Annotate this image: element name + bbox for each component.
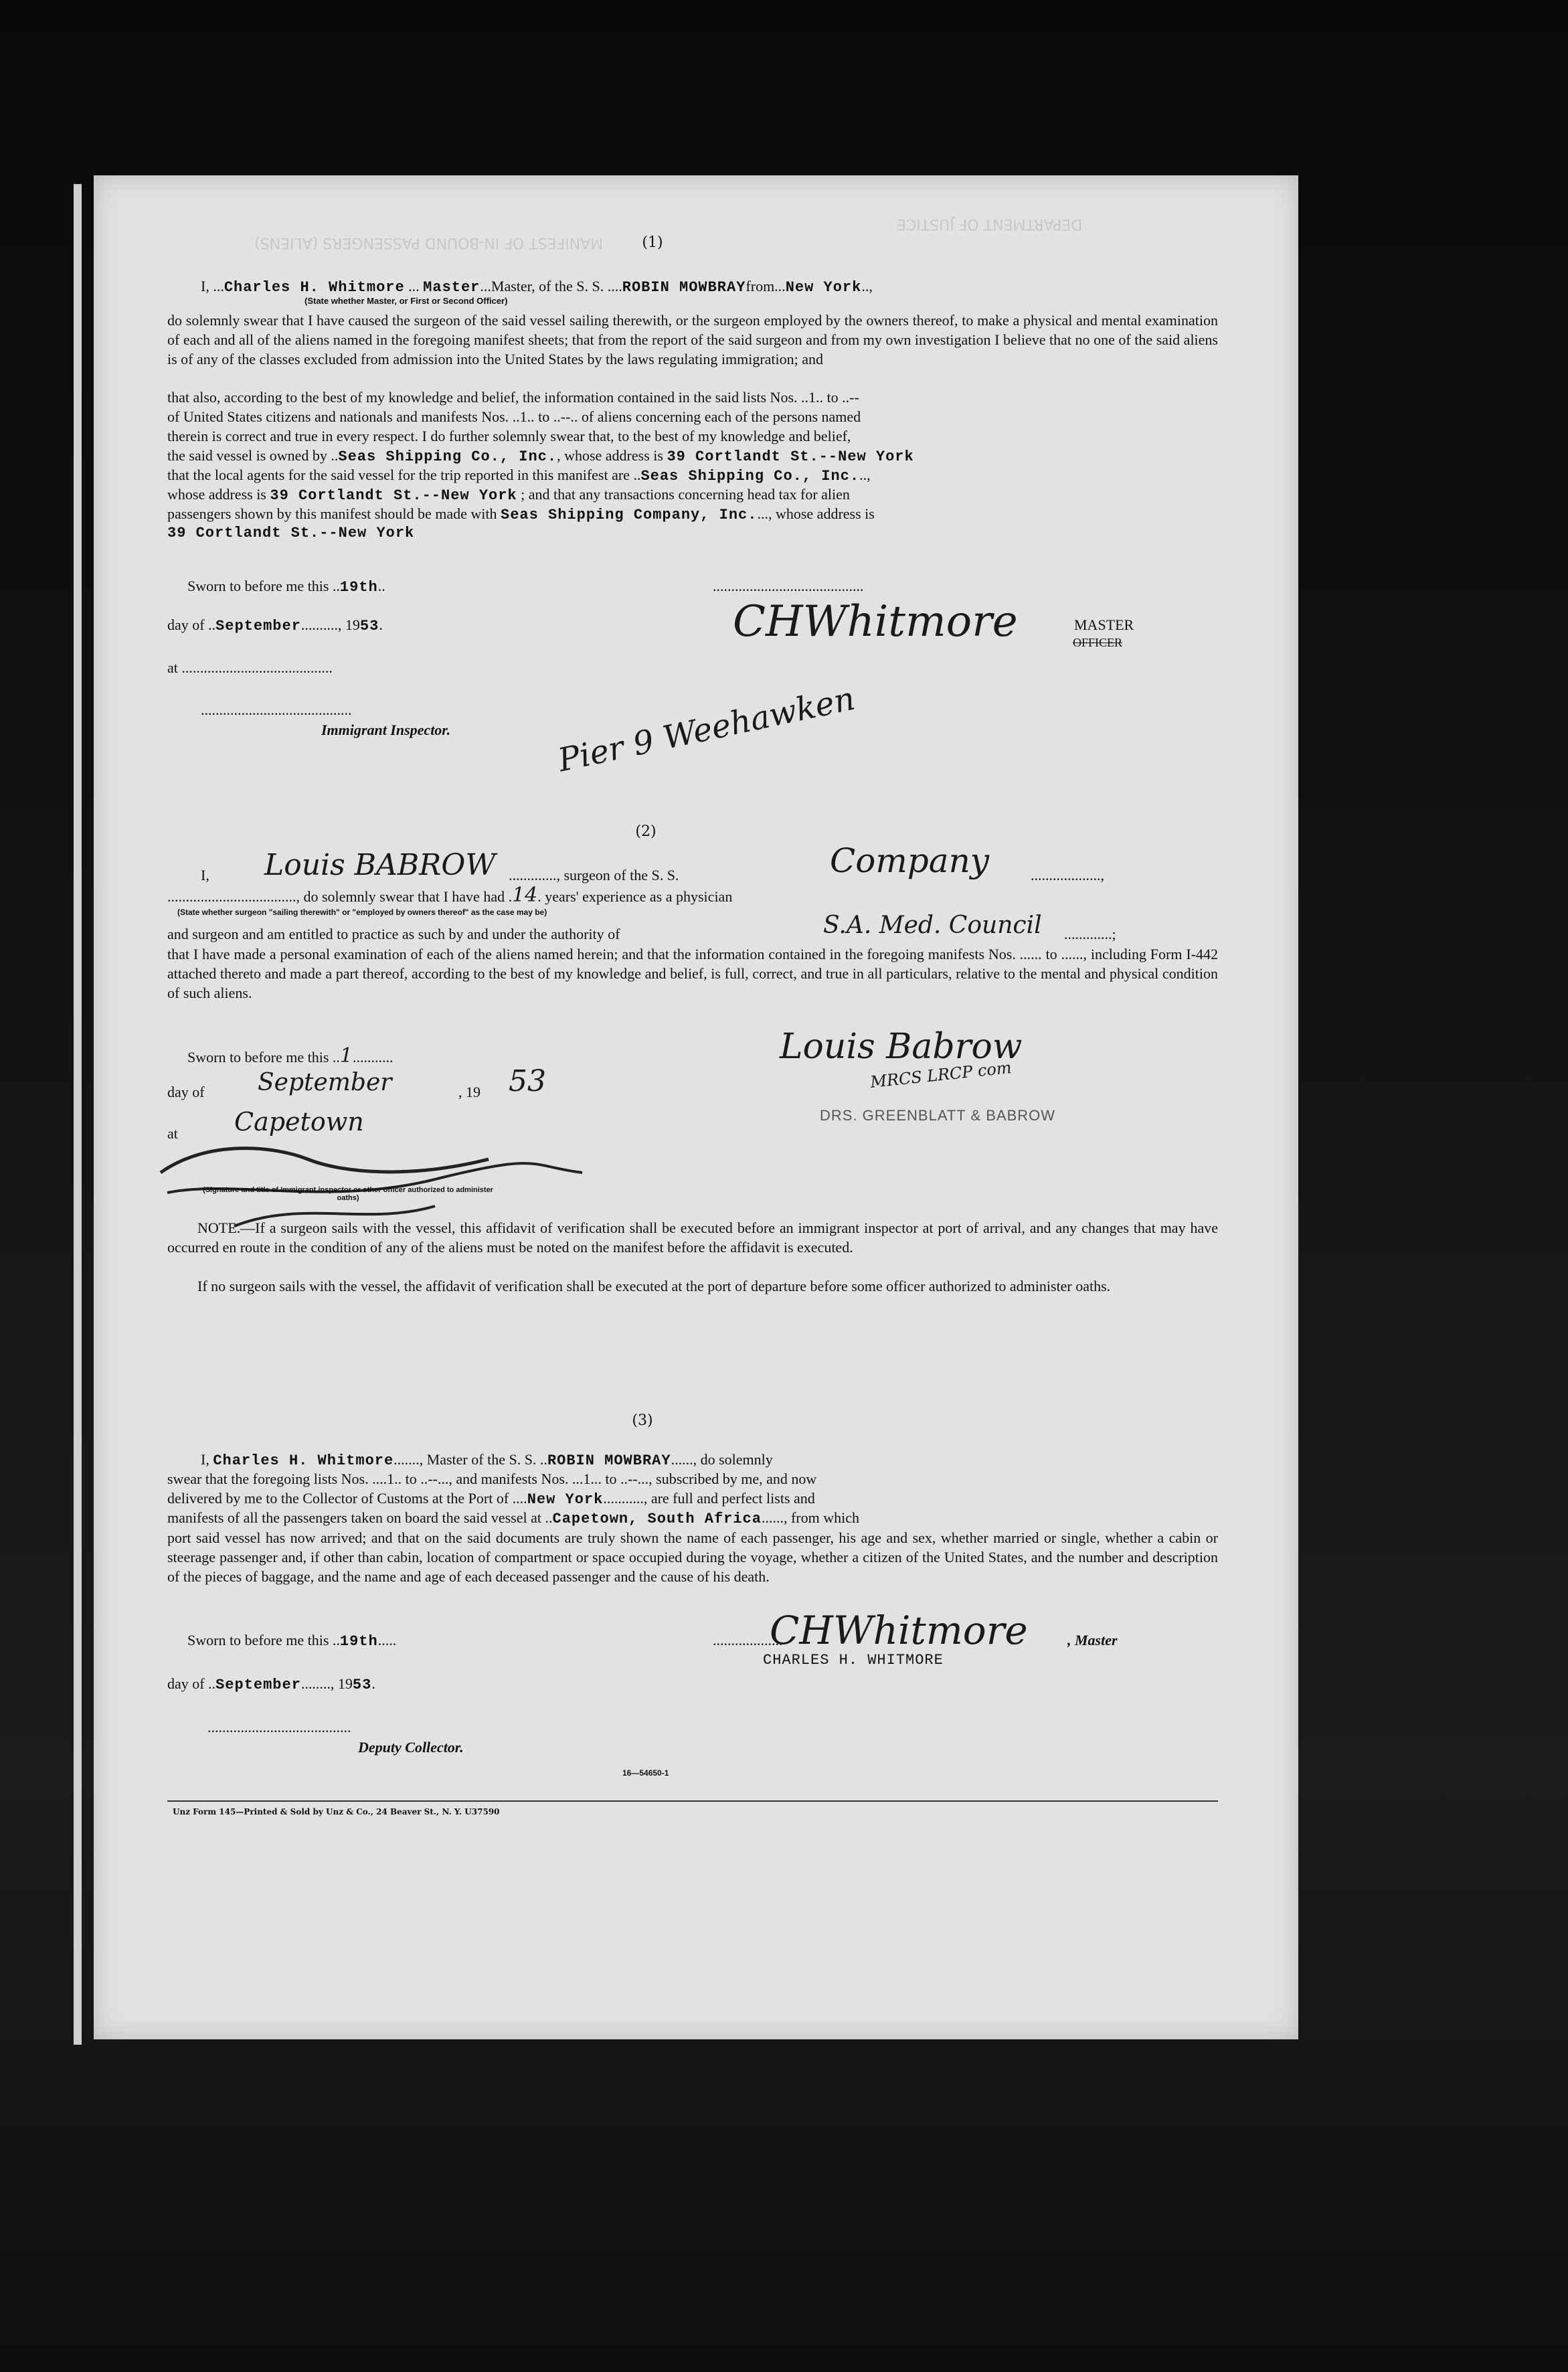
inspector-signature-note: (Signature and title of Immigrant inspector or other officer authorized to administer oaths) [203, 1186, 493, 1202]
state-note: (State whether Master, or First or Second Officer) [304, 296, 508, 306]
note-1: NOTE.—If a surgeon sails with the vessel, this affidavit of verification shall be executed before an immigrant inspector at port of arrival, and any changes that may have occurred en route in the condition of any of the aliens must be noted on the manifest before the affidavit is executed. [167, 1219, 1218, 1256]
bleed-through-text: DEPARTMENT OF JUSTICE [897, 216, 1083, 232]
text: ...Master, of the S. S. .... [480, 278, 622, 294]
therein-line: therein is correct and true in every respect. I do further solemnly swear that, to the best of my knowledge and belief, [167, 428, 851, 444]
years: 14 [512, 883, 538, 907]
text: ........, 19 [300, 1675, 353, 1692]
sworn-year: 53 [509, 1064, 546, 1098]
surgeon-state-note: (State whether surgeon "sailing therewith" or "employed by owners thereof" as the case may be) [177, 908, 547, 917]
owner-line [167, 446, 914, 467]
text: ........... [353, 1049, 394, 1066]
master-signature: CHWhitmore [770, 1608, 1028, 1653]
last-address: 39 Cortlandt St.--New York [167, 525, 415, 541]
owner: Seas Shipping Co., Inc. [338, 448, 557, 465]
inspector-label: Immigrant Inspector. [321, 722, 451, 738]
sworn-year: 53 [352, 1677, 372, 1693]
sworn-month: September [215, 1677, 301, 1693]
master-name: Charles H. Whitmore [213, 1452, 394, 1469]
text: I, [201, 867, 209, 883]
sworn-month: September [258, 1069, 392, 1096]
day-line-3 [167, 1675, 375, 1695]
day-line-2: day of [167, 1084, 205, 1100]
text: ..........., are full and perfect lists and [603, 1490, 815, 1507]
at-value: Capetown [234, 1107, 364, 1136]
section-2-paragraph: that I have made a personal examination of each of the aliens named herein; and that the information contained in the foregoing manifests Nos. ...... to ......, including Form I-442 attached thereto and made a part thereof, according to the best of my knowledge and belief, is full, correct, and true in all particulars, relative to the mental and physical condition of such aliens. [167, 946, 1218, 1001]
inspector-dots: ......................................... [201, 701, 352, 718]
affidavit-page [94, 175, 1298, 2039]
text: .. [377, 578, 385, 594]
text: , whose address is [557, 447, 663, 464]
text: passengers shown by this manifest should be made with [167, 505, 497, 522]
text: ......., Master of the S. S. .. [394, 1451, 547, 1468]
surgeon-name: Louis BABROW [264, 848, 496, 882]
master-name: Charles H. Whitmore [224, 279, 405, 296]
footer-rule [167, 1800, 1218, 1802]
note-2: If no surgeon sails with the vessel, the affidavit of verification shall be executed at the port of departure before some officer authorized to administer oaths. [197, 1278, 1111, 1294]
company: Company [830, 841, 990, 880]
text: that the local agents for the said vessel for the trip reported in this manifest are .. [167, 467, 641, 483]
text: I, [201, 1451, 209, 1468]
text: .........., 19 [300, 616, 360, 633]
sworn-day: 1 [339, 1044, 353, 1068]
master-label: , Master [1067, 1632, 1118, 1648]
surgeon-mid: ............., surgeon of the S. S. [509, 867, 679, 883]
master-rank: Master [423, 279, 481, 296]
text: ... [404, 278, 424, 294]
agents: Seas Shipping Co., Inc. [640, 468, 860, 485]
master-signature: CHWhitmore [733, 597, 1018, 647]
text: day of .. [167, 616, 216, 633]
vessel-name: ROBIN MOWBRAY [622, 279, 746, 296]
at-line-2: at [167, 1125, 178, 1142]
text: ..... [377, 1632, 397, 1648]
section-1-paragraph: do solemnly swear that I have caused the surgeon of the said vessel sailing therewith, or the surgeon employed by the owners thereof, to make a physical and mental examination of each and all of the aliens named in the foregoing manifest sheets; that from the report of the said surgeon and from my own investigation I believe that no one of the said aliens is of any of the classes excluded from admission into the United States by the laws regulating immigration; and [167, 312, 1218, 367]
text: delivered by me to the Collector of Customs at the Port of .... [167, 1490, 527, 1507]
text: I, ... [201, 278, 224, 294]
passengers-with: Seas Shipping Company, Inc. [501, 507, 758, 523]
bleed-through-text: MANIFEST OF IN-BOUND PASSENGERS (ALIENS) [254, 234, 604, 251]
authority: S.A. Med. Council [823, 912, 1042, 939]
section-3-line-2: swear that the foregoing lists Nos. ....1.. to ..--..., and manifests Nos. ...1... to ..--..., subscribed by me, and now [167, 1470, 817, 1487]
text: Sworn to before me this .. [187, 1049, 340, 1066]
signature-dots: ......................................... [713, 578, 864, 594]
lists-line: that also, according to the best of my knowledge and belief, the information contained in the said lists Nos. ..1.. to ..-- [167, 389, 859, 406]
sworn-year-prefix: , 19 [458, 1084, 481, 1100]
day-line-1 [167, 616, 383, 636]
collector-dots: ....................................... [207, 1719, 351, 1735]
text: ; and that any transactions concerning head tax for alien [521, 486, 850, 503]
at-line-1: at ......................................... [167, 659, 333, 676]
company-end: ..................., [1031, 867, 1104, 883]
sworn-day: 19th [339, 579, 378, 596]
collector-label: Deputy Collector. [358, 1739, 464, 1756]
text: ......, do solemnly [671, 1451, 773, 1468]
text: . [371, 1675, 375, 1692]
port: New York [527, 1491, 604, 1508]
text: . years' experience as a physician [537, 888, 733, 905]
section-3-line-1 [201, 1450, 773, 1470]
vessel-name: ROBIN MOWBRAY [547, 1452, 671, 1469]
text: .., [861, 278, 873, 294]
sworn-line-1 [187, 577, 385, 597]
text: . [379, 616, 383, 633]
master-typed-name: CHARLES H. WHITMORE [763, 1652, 944, 1669]
text: manifests of all the passengers taken on board the said vessel at .. [167, 1509, 553, 1526]
text: ..................................., do solemnly swear that I have had . [167, 888, 513, 905]
text: Sworn to before me this .. [187, 1632, 340, 1648]
text: day of .. [167, 1675, 216, 1692]
section-3-line-4 [167, 1509, 859, 1529]
agents-line [167, 466, 871, 486]
sworn-day: 19th [339, 1633, 378, 1650]
text: whose address is [167, 486, 266, 503]
sworn-month: September [215, 618, 301, 634]
text: from... [746, 278, 786, 294]
text: ..., whose address is [757, 505, 875, 522]
section-2-number: (2) [635, 823, 657, 840]
section-1-oath-line [201, 277, 873, 297]
text: ......, from which [761, 1509, 859, 1526]
master-title: MASTER [1074, 616, 1134, 633]
passengers-line [167, 505, 875, 525]
form-code: 16—54650-1 [622, 1768, 669, 1778]
owner-address: 39 Cortlandt St.--New York [667, 448, 914, 465]
section-3-number: (3) [632, 1412, 653, 1429]
agents-address-line [167, 485, 850, 505]
section-1-number: (1) [642, 234, 663, 251]
surgeon-line [201, 866, 209, 885]
manifests-line: of United States citizens and nationals and manifests Nos. ..1.. to ..--.. of aliens concerning each of the persons named [167, 408, 861, 425]
surgeon-credentials: MRCS LRCP com [869, 1058, 1013, 1092]
authority-line [167, 925, 620, 944]
master-dots: ................... [713, 1632, 783, 1648]
authority-end: .............; [1064, 926, 1116, 942]
sworn-experience-line [167, 883, 733, 907]
page-edge-strip [74, 184, 82, 2045]
sworn-line-3 [187, 1631, 396, 1651]
text: .., [859, 467, 871, 483]
port-from: Capetown, South Africa [552, 1511, 762, 1527]
port-from: New York [785, 279, 862, 296]
section-3-line-3 [167, 1489, 815, 1509]
practice-stamp: DRS. GREENBLATT & BABROW [820, 1107, 1056, 1124]
handwritten-place: Pier 9 Weehawken [555, 679, 859, 780]
text: Sworn to before me this .. [187, 578, 340, 594]
sworn-line-2 [187, 1044, 394, 1068]
section-3-paragraph: port said vessel has now arrived; and that on the said documents are truly shown the name of each passenger, his age and sex, whether married or single, whether a cabin or steerage passenger and, if other than cabin, location of compartment or space occupied during the voyage, whether a citizen of the United States, and the number and description of the pieces of baggage, and the name and age of each deceased passenger and the cause of his death. [167, 1529, 1218, 1585]
agents-address: 39 Cortlandt St.--New York [270, 487, 517, 504]
printer-credit: Unz Form 145—Printed & Sold by Unz & Co., 24 Beaver St., N. Y. U37590 [173, 1807, 500, 1816]
officer-title-struck: OFFICER [1073, 636, 1123, 649]
sworn-year: 53 [359, 618, 379, 634]
text: the said vessel is owned by .. [167, 447, 339, 464]
surgeon-signature: Louis Babrow [780, 1027, 1023, 1067]
text: and surgeon and am entitled to practice as such by and under the authority of [167, 926, 620, 942]
